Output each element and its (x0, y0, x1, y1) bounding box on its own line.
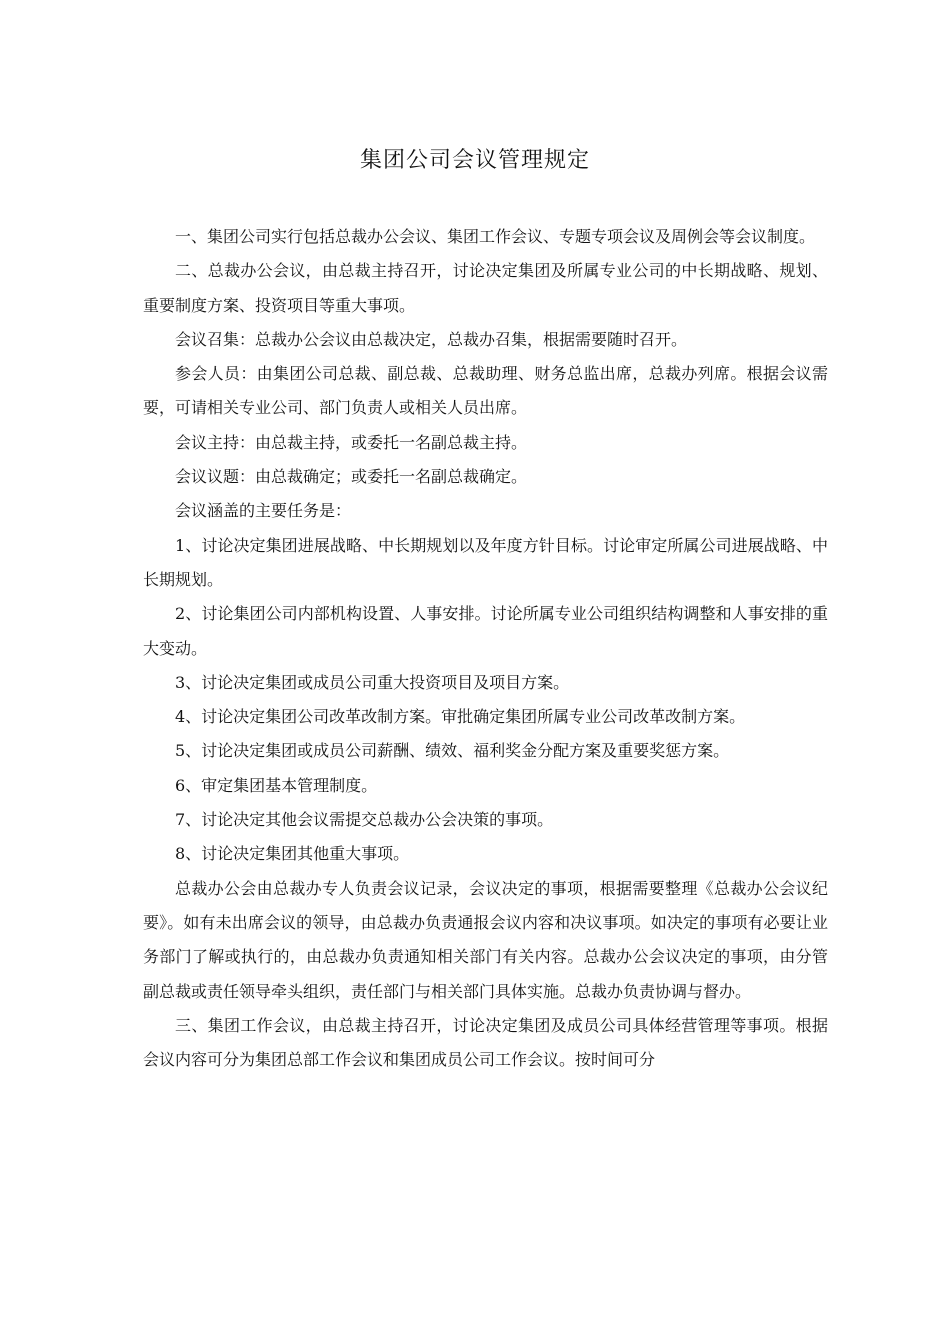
list-item-3: 3、讨论决定集团或成员公司重大投资项目及项目方案。 (175, 672, 570, 692)
paragraph-meeting-convening: 会议召集：总裁办公会议由总裁决定，总裁办召集，根据需要随时召开。 (175, 329, 688, 349)
list-item-5: 5、讨论决定集团或成员公司薪酬、绩效、福利奖金分配方案及重要奖惩方案。 (175, 741, 730, 761)
paragraph-2: 二、总裁办公会议，由总裁主持召开，讨论决定集团及所属专业公司的中长期战略、规划、重要制度方案、投资项目等重大事项。 (143, 261, 828, 315)
document-body (143, 220, 828, 1077)
list-item-7: 7、讨论决定其他会议需提交总裁办公会决策的事项。 (175, 810, 554, 830)
paragraph-agenda: 会议议题：由总裁确定；或委托一名副总裁确定。 (175, 467, 528, 487)
list-item-1: 1、讨论决定集团进展战略、中长期规划以及年度方针目标。讨论审定所属公司进展战略、中长期规划。 (143, 535, 828, 589)
paragraph-chair: 会议主持：由总裁主持，或委托一名副总裁主持。 (175, 432, 528, 452)
paragraph-1: 一、集团公司实行包括总裁办公会议、集团工作会议、专题专项会议及周例会等会议制度。 (175, 227, 816, 246)
paragraph-3: 三、集团工作会议，由总裁主持召开，讨论决定集团及成员公司具体经营管理等事项。根据会议内容可分为集团总部工作会议和集团成员公司工作会议。按时间可分 (143, 1015, 828, 1070)
document-title: 集团公司会议管理规定 (359, 148, 590, 173)
list-item-4: 4、讨论决定集团公司改革改制方案。审批确定集团所属专业公司改革改制方案。 (175, 707, 746, 727)
paragraph-main-tasks: 会议涵盖的主要任务是： (175, 501, 352, 521)
list-item-2: 2、讨论集团公司内部机构设置、人事安排。讨论所属专业公司组织结构调整和人事安排的重大变动。 (143, 604, 828, 658)
paragraph-attendees: 参会人员：由集团公司总裁、副总裁、总裁助理、财务总监出席，总裁办列席。根据会议需要，可请相关专业公司、部门负责人或相关人员出席。 (143, 364, 828, 418)
list-item-6: 6、审定集团基本管理制度。 (175, 775, 378, 795)
list-item-8: 8、讨论决定集团其他重大事项。 (175, 844, 410, 864)
paragraph-minutes: 总裁办公会由总裁办专人负责会议记录，会议决定的事项，根据需要整理《总裁办公会议纪要》。如有未出席会议的领导，由总裁办负责通报会议内容和决议事项。如决定的事项有必要让业务部门了解或执行的，由总裁办负责通知相关部门有关内容。总裁办公会议决定的事项，由分管副总裁或责任领导牵头组织，责任部门与相关部门具体实施。总裁办负责协调与督办。 (143, 878, 828, 1001)
